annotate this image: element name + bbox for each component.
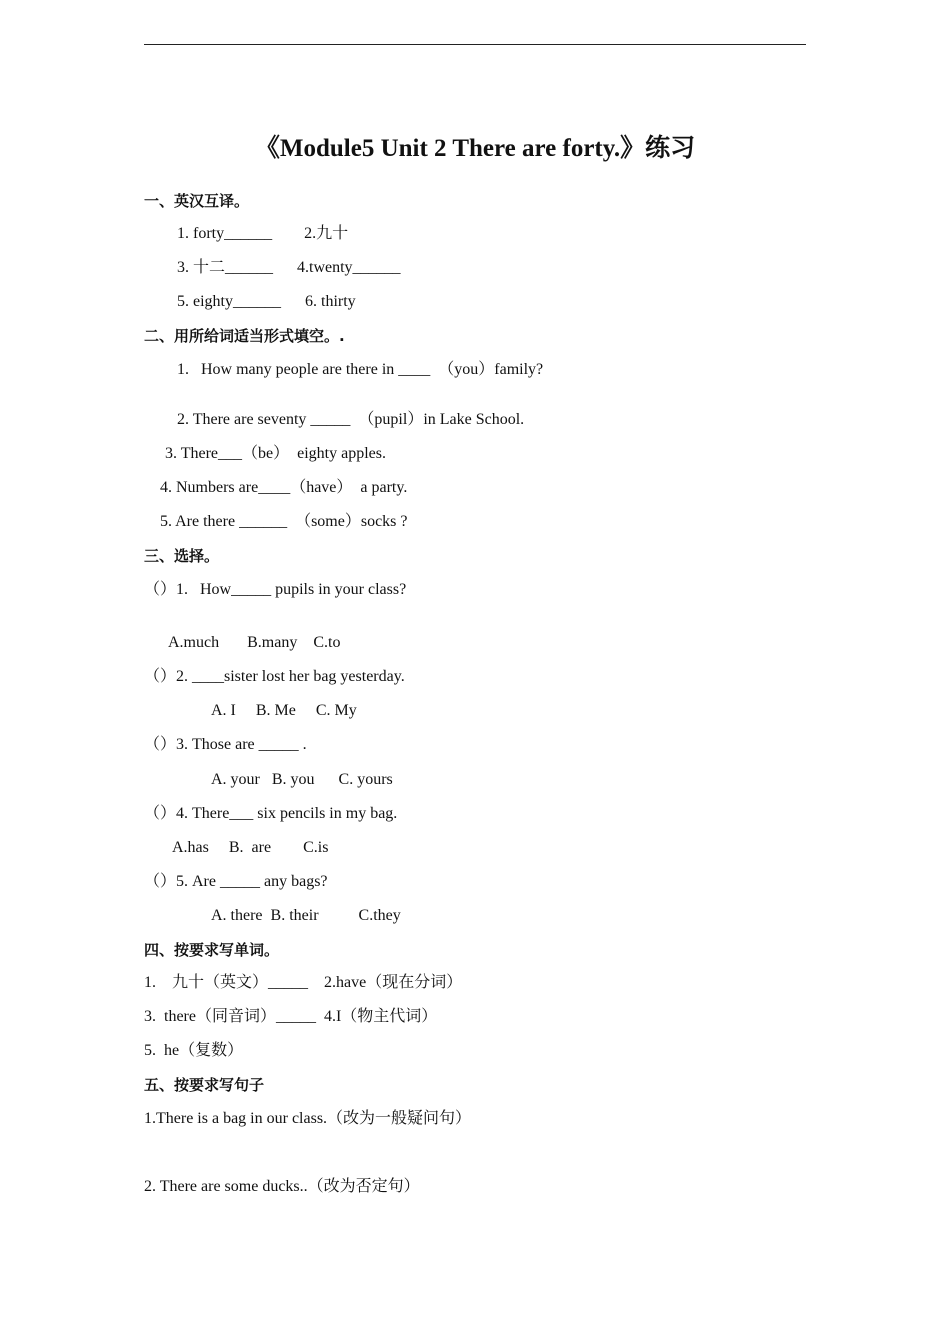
- s4-line-3: 5. he（复数）: [144, 1042, 244, 1059]
- s3-options-5: A. there B. their C.they: [211, 907, 401, 924]
- s1-line-2: 3. 十二______ 4.twenty______: [177, 259, 401, 276]
- s5-line-1: 1.There is a bag in our class.（改为一般疑问句）: [144, 1110, 472, 1127]
- s3-question-5: （）5. Are _____ any bags?: [144, 873, 328, 890]
- s3-question-3: （）3. Those are _____ .: [144, 736, 307, 753]
- section-4-heading: 四、按要求写单词。: [144, 941, 280, 959]
- document-title: 《Module5 Unit 2 There are forty.》练习: [254, 135, 696, 162]
- s2-line-2: 2. There are seventy _____ （pupil）in Lake School.: [177, 411, 525, 428]
- s2-line-4: 4. Numbers are____（have） a party.: [160, 479, 408, 496]
- s2-line-1: 1. How many people are there in ____ （you）family?: [177, 361, 544, 378]
- s5-line-2: 2. There are some ducks..（改为否定句）: [144, 1178, 420, 1195]
- s4-line-2: 3. there（同音词）_____ 4.I（物主代词）: [144, 1008, 438, 1025]
- s3-question-4: （）4. There___ six pencils in my bag.: [144, 805, 398, 822]
- s2-line-5: 5. Are there ______ （some）socks ?: [160, 513, 408, 530]
- section-2-heading: 二、用所给词适当形式填空。.: [144, 327, 345, 345]
- s1-line-1: 1. forty______ 2.九十: [177, 225, 349, 242]
- section-3-heading: 三、选择。: [144, 547, 220, 565]
- s3-question-1: （）1. How_____ pupils in your class?: [144, 581, 407, 598]
- section-1-heading: 一、英汉互译。: [144, 192, 250, 210]
- header-rule: [144, 44, 806, 45]
- s3-options-1: A.much B.many C.to: [168, 634, 341, 651]
- s1-line-3: 5. eighty______ 6. thirty: [177, 293, 356, 310]
- section-5-heading: 五、按要求写句子: [144, 1076, 265, 1094]
- s3-options-4: A.has B. are C.is: [172, 839, 329, 856]
- s2-line-3: 3. There___（be） eighty apples.: [165, 445, 386, 462]
- s3-options-3: A. your B. you C. yours: [211, 771, 393, 788]
- s3-options-2: A. I B. Me C. My: [211, 702, 357, 719]
- s4-line-1: 1. 九十（英文）_____ 2.have（现在分词）: [144, 974, 463, 991]
- s3-question-2: （）2. ____sister lost her bag yesterday.: [144, 668, 405, 685]
